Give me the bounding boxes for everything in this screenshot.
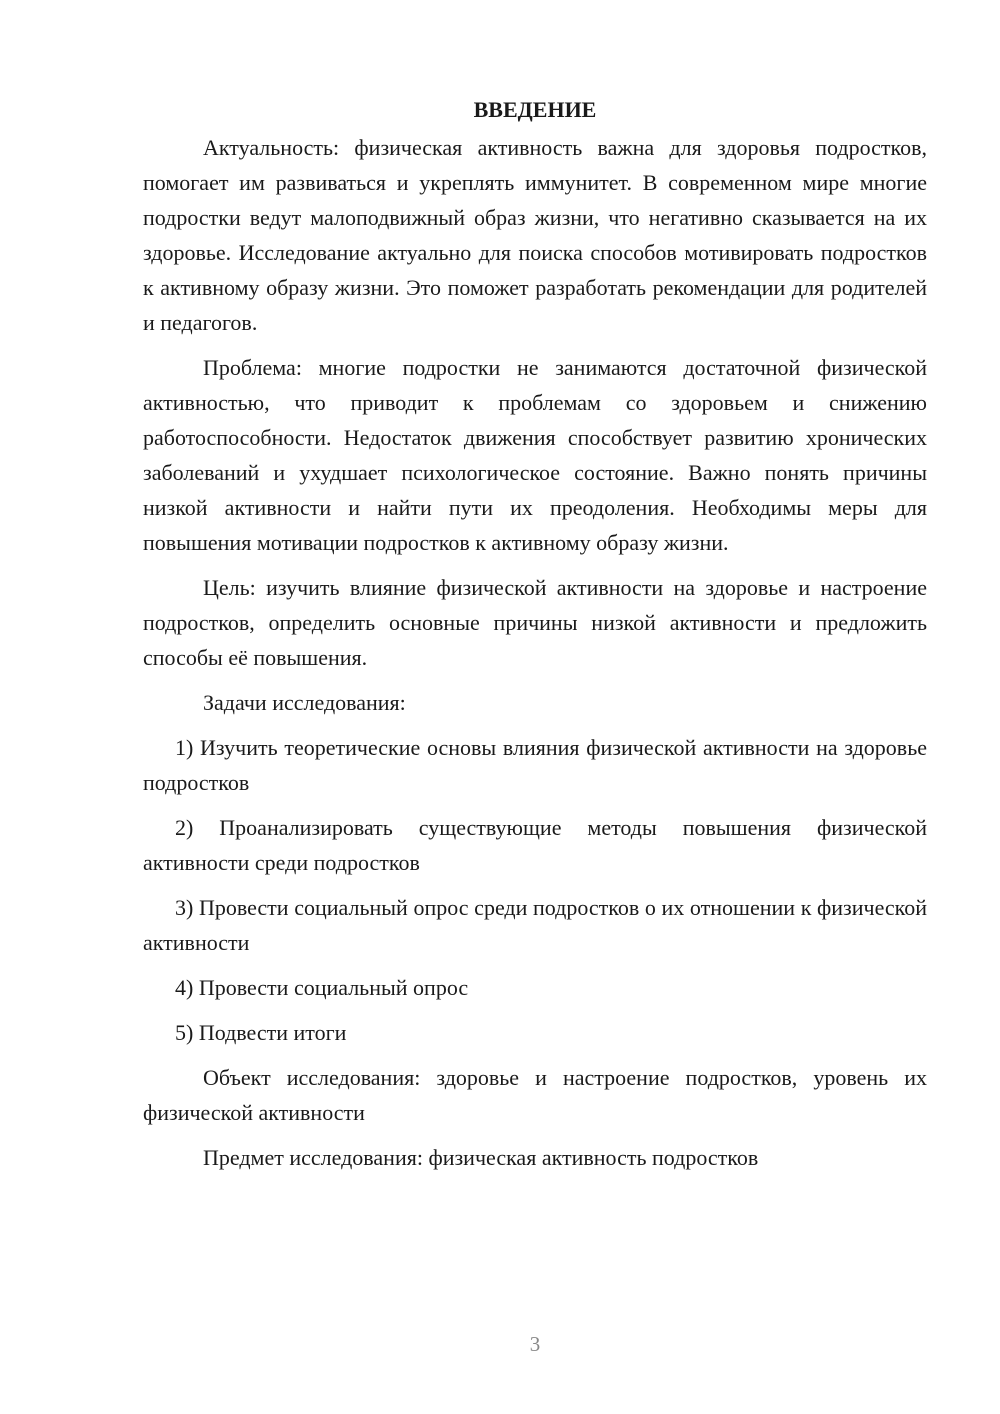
task-item: 3) Провести социальный опрос среди подростков о их отношении к физической активности: [143, 895, 927, 955]
paragraph-goal: Цель: изучить влияние физической активности на здоровье и настроение подростков, определить основные причины низкой активности и предложить способы её повышения.: [143, 575, 927, 670]
task-item: 1) Изучить теоретические основы влияния физической активности на здоровье подростков: [143, 735, 927, 795]
document-page: [143, 92, 927, 1185]
tasks-list: [143, 730, 927, 1050]
task-item: 4) Провести социальный опрос: [175, 975, 469, 1000]
page-title: ВВЕДЕНИЕ: [473, 97, 597, 122]
task-item: 5) Подвести итоги: [175, 1020, 347, 1045]
page-number: 3: [529, 1332, 541, 1356]
tasks-heading: Задачи исследования:: [203, 690, 406, 715]
paragraph-subject: Предмет исследования: физическая активность подростков: [203, 1145, 759, 1170]
task-item: 2) Проанализировать существующие методы повышения физической активности среди подростков: [143, 815, 927, 875]
paragraph-relevance: Актуальность: физическая активность важна для здоровья подростков, помогает им развиваться и укреплять иммунитет. В современном мире многие подростки ведут малоподвижный образ жизни, что негативно сказывается на их здоровье. Исследование актуально для поиска способов мотивировать подростков к активному образу жизни. Это поможет разработать рекомендации для родителей и педагогов.: [143, 135, 927, 335]
paragraph-object: Объект исследования: здоровье и настроение подростков, уровень их физической активности: [143, 1065, 927, 1125]
paragraph-problem: Проблема: многие подростки не занимаются достаточной физической активностью, что приводит к проблемам со здоровьем и снижению работоспособности. Недостаток движения способствует развитию хронических заболеваний и ухудшает психологическое состояние. Важно понять причины низкой активности и найти пути их преодоления. Необходимы меры для повышения мотивации подростков к активному образу жизни.: [143, 355, 927, 555]
